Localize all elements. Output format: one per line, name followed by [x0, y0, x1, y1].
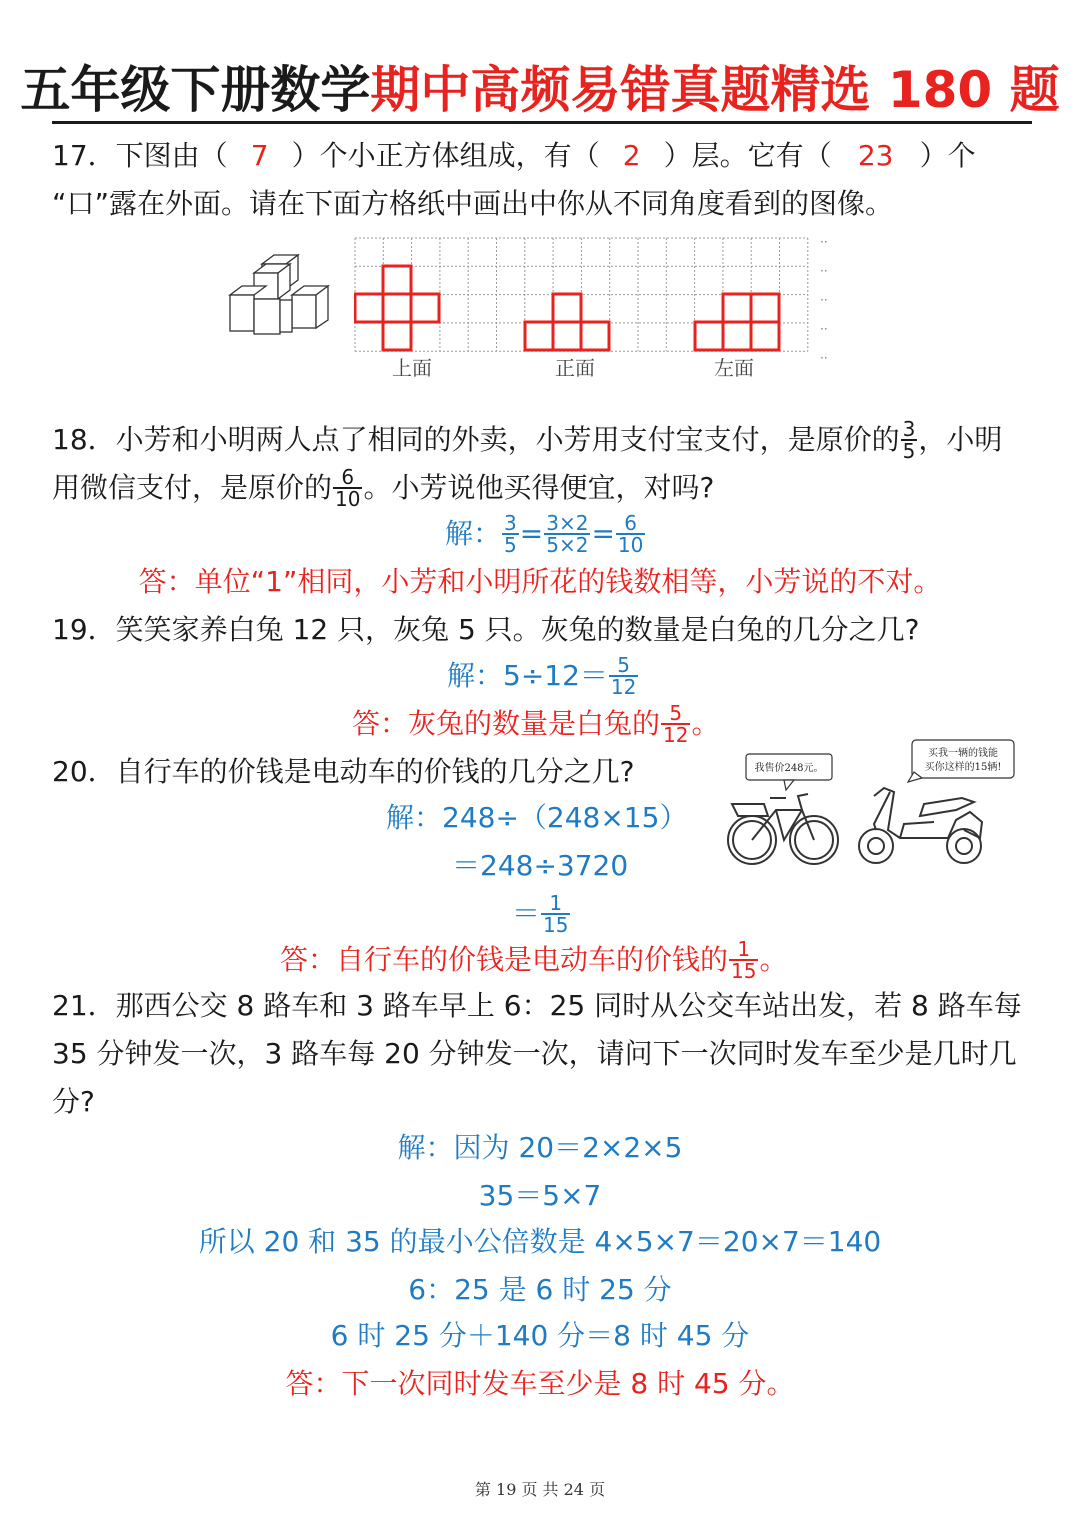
q17-text-c: ）层。它有（ [663, 139, 832, 172]
frac-den: 12 [610, 675, 637, 699]
q19-question: 19．笑笑家养白兔 12 只，灰兔 5 只。灰兔的数量是白兔的几分之几? [52, 613, 920, 646]
q20-answer-end: 。 [759, 943, 788, 976]
q21-solution-5: 6 时 25 分＋140 分＝8 时 45 分 [330, 1319, 750, 1352]
q18-line2 [52, 464, 714, 512]
q18-answer: 答：单位“1”相同，小芳和小明所花的钱数相等，小芳说的不对。 [138, 565, 942, 598]
frac-num: 6 [616, 513, 645, 535]
grid-edge-marks: ·· ·· ·· ·· ·· [820, 235, 828, 365]
q17-line2: “口”露在外面。请在下面方格纸中画出中你从不同角度看到的图像。 [52, 187, 894, 220]
frac-num: 3 [504, 511, 517, 535]
title-black: 五年级下册数学 [20, 61, 371, 119]
frac-den: 15 [731, 959, 757, 983]
q18-fraction-wechat [333, 467, 362, 509]
q17-text-b: ）个小正方体组成，有（ [291, 139, 600, 172]
frac-num: 5 [609, 655, 638, 677]
q19-sol-frac [609, 655, 638, 697]
q21-solution-1: 解：因为 20＝2×2×5 [397, 1131, 683, 1164]
frac-den: 12 [663, 723, 689, 747]
frac-den: 15 [543, 913, 569, 937]
label-left-view: 左面 [714, 356, 754, 380]
bike-scooter-illustration [724, 738, 1024, 870]
frac-num: 6 [333, 467, 362, 489]
q17-answer-2: 2 [622, 139, 641, 172]
scooter-speech-bubble [908, 740, 1014, 782]
q18-sol-frac1 [502, 513, 519, 555]
q19-answer-frac [661, 703, 690, 745]
q21-solution-3: 所以 20 和 35 的最小公倍数是 4×5×7＝20×7＝140 [198, 1225, 882, 1258]
q18-text-1: 18．小芳和小明两人点了相同的外卖，小芳用支付宝支付，是原价的 [52, 423, 900, 456]
q18-sol-label: 解： [445, 517, 502, 550]
label-front-view: 正面 [555, 356, 595, 380]
label-top-view: 上面 [392, 356, 432, 380]
q20-sol3-eq: ＝ [512, 897, 541, 930]
cube-stack-figure [226, 250, 342, 338]
scooter-icon [859, 788, 982, 863]
q19-answer [352, 700, 719, 748]
bicycle-icon [728, 794, 838, 864]
q18-solution [445, 510, 646, 558]
frac-num: 5 [661, 703, 690, 725]
view-drawings [355, 266, 779, 350]
q18-sol-frac2 [544, 513, 590, 555]
q21-line1: 21．那西公交 8 路车和 3 路车早上 6：25 同时从公交车站出发，若 8 路车每 [52, 989, 1022, 1022]
q21-solution-4: 6：25 是 6 时 25 分 [408, 1273, 672, 1306]
frac-den: 5 [504, 533, 517, 557]
q17-answer-1: 7 [250, 139, 269, 172]
bike-speech-bubble [746, 754, 832, 790]
q17-text-a: 17．下图由（ [52, 139, 228, 172]
q21-line3: 分? [52, 1085, 95, 1118]
frac-den: 5×2 [546, 533, 589, 557]
q19-answer-end: 。 [691, 707, 720, 740]
scooter-bubble-line1: 买我一辆的钱能 [928, 748, 998, 759]
q20-question: 20．自行车的价钱是电动车的价钱的几分之几? [52, 755, 635, 788]
q18-sol-eq2: = [591, 517, 615, 550]
page-title [0, 58, 1080, 122]
frac-den: 5 [902, 439, 916, 463]
frac-den: 10 [617, 533, 644, 557]
q18-text-1-end: ，小明 [918, 423, 1003, 456]
q19-solution [447, 652, 639, 700]
page-number: 第 19 页 共 24 页 [474, 1480, 606, 1499]
title-red: 期中高频易错真题精选 180 题 [370, 61, 1060, 119]
frac-num: 3×2 [546, 511, 589, 535]
q17-line1 [52, 132, 976, 180]
title-underline [52, 121, 1032, 124]
q20-answer [280, 936, 787, 984]
grid-paper [354, 236, 834, 352]
q18-fraction-alipay [901, 419, 918, 461]
scooter-bubble-line2: 买你这样的15辆! [924, 762, 1002, 773]
q20-sol-frac [541, 893, 570, 935]
frac-num: 3 [902, 417, 916, 441]
q21-solution-2: 35＝5×7 [478, 1179, 602, 1212]
q17-answer-3: 23 [857, 139, 894, 172]
q21-line2: 35 分钟发一次，3 路车每 20 分钟发一次，请问下一次同时发车至少是几时几 [52, 1037, 1017, 1070]
frac-num: 1 [541, 893, 570, 915]
q18-line1 [52, 416, 1002, 464]
q21-answer: 答：下一次同时发车至少是 8 时 45 分。 [285, 1367, 795, 1400]
q20-solution-2: ＝248÷3720 [452, 849, 629, 882]
frac-num: 1 [729, 939, 758, 961]
frac-den: 10 [335, 487, 361, 511]
q20-answer-text: 答：自行车的价钱是电动车的价钱的 [280, 943, 729, 976]
q18-text-2b: 。小芳说他买得便宜，对吗? [363, 471, 715, 504]
q18-text-2a: 用微信支付，是原价的 [52, 471, 333, 504]
q20-answer-frac [729, 939, 758, 981]
q19-sol-text: 解：5÷12＝ [447, 659, 608, 692]
q20-solution-3 [512, 890, 571, 938]
q18-sol-frac3 [616, 513, 645, 555]
q17-text-d: ）个 [919, 139, 976, 172]
q18-sol-eq1: = [519, 517, 544, 550]
bike-bubble-text: 我售价248元。 [754, 763, 824, 774]
q20-solution-1: 解：248÷（248×15） [386, 801, 688, 834]
q19-answer-text: 答：灰兔的数量是白兔的 [352, 707, 661, 740]
